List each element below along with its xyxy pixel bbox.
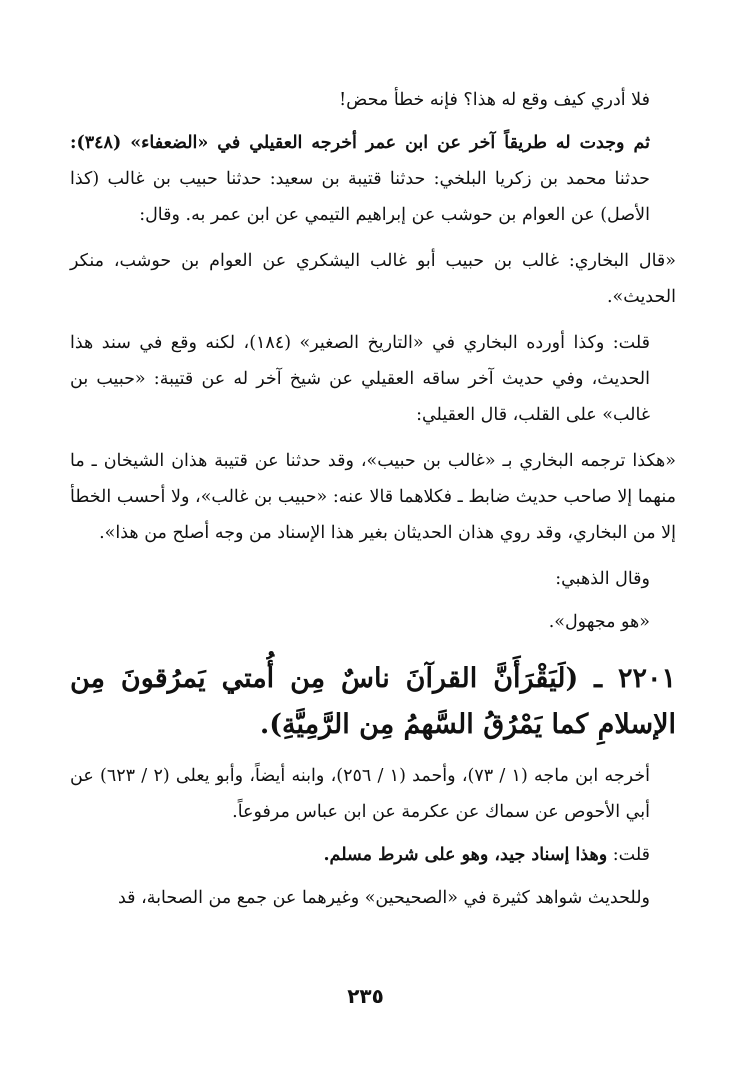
paragraph-9 (70, 837, 676, 873)
page-number: ٢٣٥ (347, 984, 384, 1008)
paragraph-4: قلت: وكذا أورده البخاري في «التاريخ الصغير» (١٨٤)، لكنه وقع في سند هذا الحديث، وفي حديث آخر ساقه العقيلي عن شيخ آخر له عن قتيبة: «حبيب بن غالب» على القلب، قال العقيلي: (70, 333, 651, 425)
paragraph-9-bold: وهذا إسناد جيد، وهو على شرط مسلم. (323, 845, 608, 865)
paragraph-2-bold: ثم وجدت له طريقاً آخر عن ابن عمر أخرجه العقيلي في «الضعفاء» (٣٤٨): (70, 133, 650, 153)
paragraph-3-quote: «قال البخاري: غالب بن حبيب أبو غالب اليشكري عن العوام بن حوشب، منكر الحديث». (70, 251, 676, 307)
hadith-heading: ٢٢٠١ ـ (لَيَقْرَأَنَّ القرآنَ ناسٌ مِن أُمتي يَمرُقونَ مِن الإسلامِ كما يَمْرُقُ السَّهمُ مِن الرَّمِيَّةِ). (70, 663, 676, 740)
paragraph-7-quote: «هو مجهول». (548, 612, 650, 632)
paragraph-2 (70, 125, 676, 233)
paragraph-1: فلا أدري كيف وقع له هذا؟ فإنه خطأ محض! (339, 90, 650, 110)
page-body (70, 82, 676, 916)
paragraph-6: وقال الذهبي: (555, 569, 650, 589)
paragraph-8-takhrij: أخرجه ابن ماجه (١ / ٧٣)، وأحمد (١ / ٢٥٦)، وابنه أيضاً، وأبو يعلى (٢ / ٦٢٣) عن أبي الأحوص عن سماك عن عكرمة عن ابن عباس مرفوعاً. (70, 766, 651, 822)
paragraph-10: وللحديث شواهد كثيرة في «الصحيحين» وغيرهما عن جمع من الصحابة، قد (117, 888, 650, 908)
paragraph-5-quote: «هكذا ترجمه البخاري بـ «غالب بن حبيب»، وقد حدثنا عن قتيبة هذان الشيخان ـ ما منهما إلا صاحب حديث ضابط ـ فكلاهما قالا عنه: «حبيب بن غالب»، ولا أحسب الخطأ إلا من البخاري، وقد روي هذان الحديثان بغير هذا الإسناد من وجه أصلح من هذا». (70, 451, 676, 543)
paragraph-2-rest: حدثنا محمد بن زكريا البلخي: حدثنا قتيبة بن سعيد: حدثنا حبيب بن غالب (كذا الأصل) عن العوام بن حوشب عن إبراهيم التيمي عن ابن عمر به. وقال: (70, 169, 650, 225)
paragraph-9-lead: قلت: (612, 845, 650, 865)
